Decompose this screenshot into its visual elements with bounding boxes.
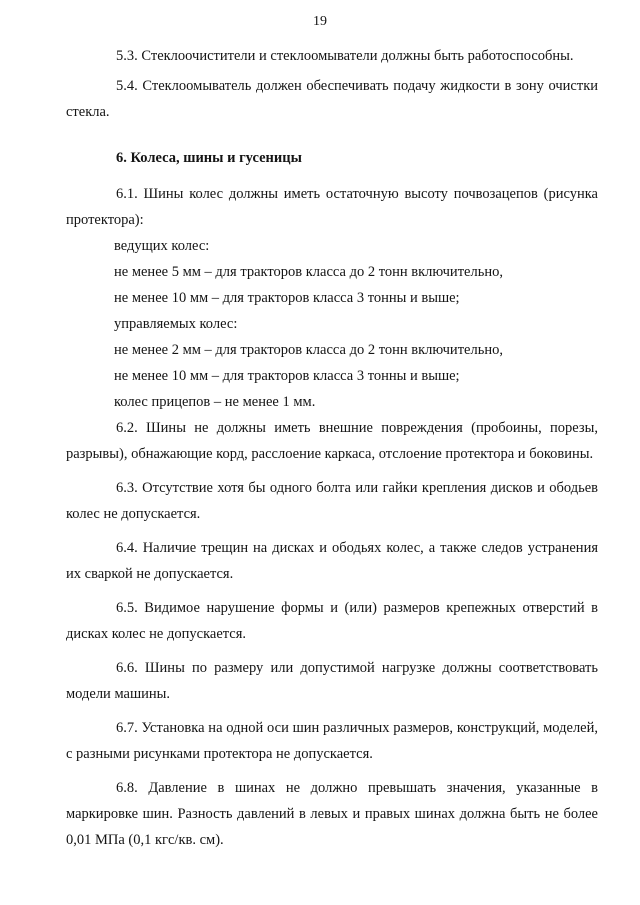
paragraph-6-3: 6.3. Отсутствие хотя бы одного болта или гайки крепления дисков и ободьев колес не допускается. (66, 480, 598, 522)
paragraph-6-5: 6.5. Видимое нарушение формы и (или) размеров крепежных отверстий в дисках колес не допускается. (66, 600, 598, 642)
list-item-drive-b: не менее 10 мм – для тракторов класса 3 тонны и выше; (114, 290, 460, 306)
page-number: 19 (313, 14, 327, 29)
list-item-steer-b: не менее 10 мм – для тракторов класса 3 тонны и выше; (114, 368, 460, 384)
paragraph-5-4: 5.4. Стеклоомыватель должен обеспечивать подачу жидкости в зону очистки стекла. (66, 78, 598, 120)
paragraph-6-8: 6.8. Давление в шинах не должно превышать значения, указанные в маркировке шин. Разность давлений в левых и правых шинах должна быть не более 0,01 МПа (0,1 кгс/кв. см). (66, 780, 598, 848)
list-drive-wheels: ведущих колес: (114, 238, 210, 254)
paragraph-6-1: 6.1. Шины колес должны иметь остаточную высоту почвозацепов (рисунка протектора): (66, 186, 598, 228)
page-body (66, 43, 598, 853)
paragraph-5-3: 5.3. Стеклоочистители и стеклоомыватели должны быть работоспособны. (116, 48, 574, 64)
list-steer-wheels: управляемых колес: (114, 316, 238, 332)
paragraph-6-6: 6.6. Шины по размеру или допустимой нагрузке должны соответствовать модели машины. (66, 660, 598, 702)
paragraph-6-4: 6.4. Наличие трещин на дисках и ободьях колес, а также следов устранения их сваркой не допускается. (66, 540, 598, 582)
paragraph-6-2: 6.2. Шины не должны иметь внешние повреждения (пробоины, порезы, разрывы), обнажающие корд, расслоение каркаса, отслоение протектора и боковины. (66, 420, 598, 462)
paragraph-6-7: 6.7. Установка на одной оси шин различных размеров, конструкций, моделей, с разными рисунками протектора не допускается. (66, 720, 598, 762)
list-item-trailer: колес прицепов – не менее 1 мм. (114, 394, 316, 410)
list-item-steer-a: не менее 2 мм – для тракторов класса до 2 тонн включительно, (114, 342, 503, 358)
section-heading-6: 6. Колеса, шины и гусеницы (116, 150, 302, 166)
list-item-drive-a: не менее 5 мм – для тракторов класса до 2 тонн включительно, (114, 264, 503, 280)
